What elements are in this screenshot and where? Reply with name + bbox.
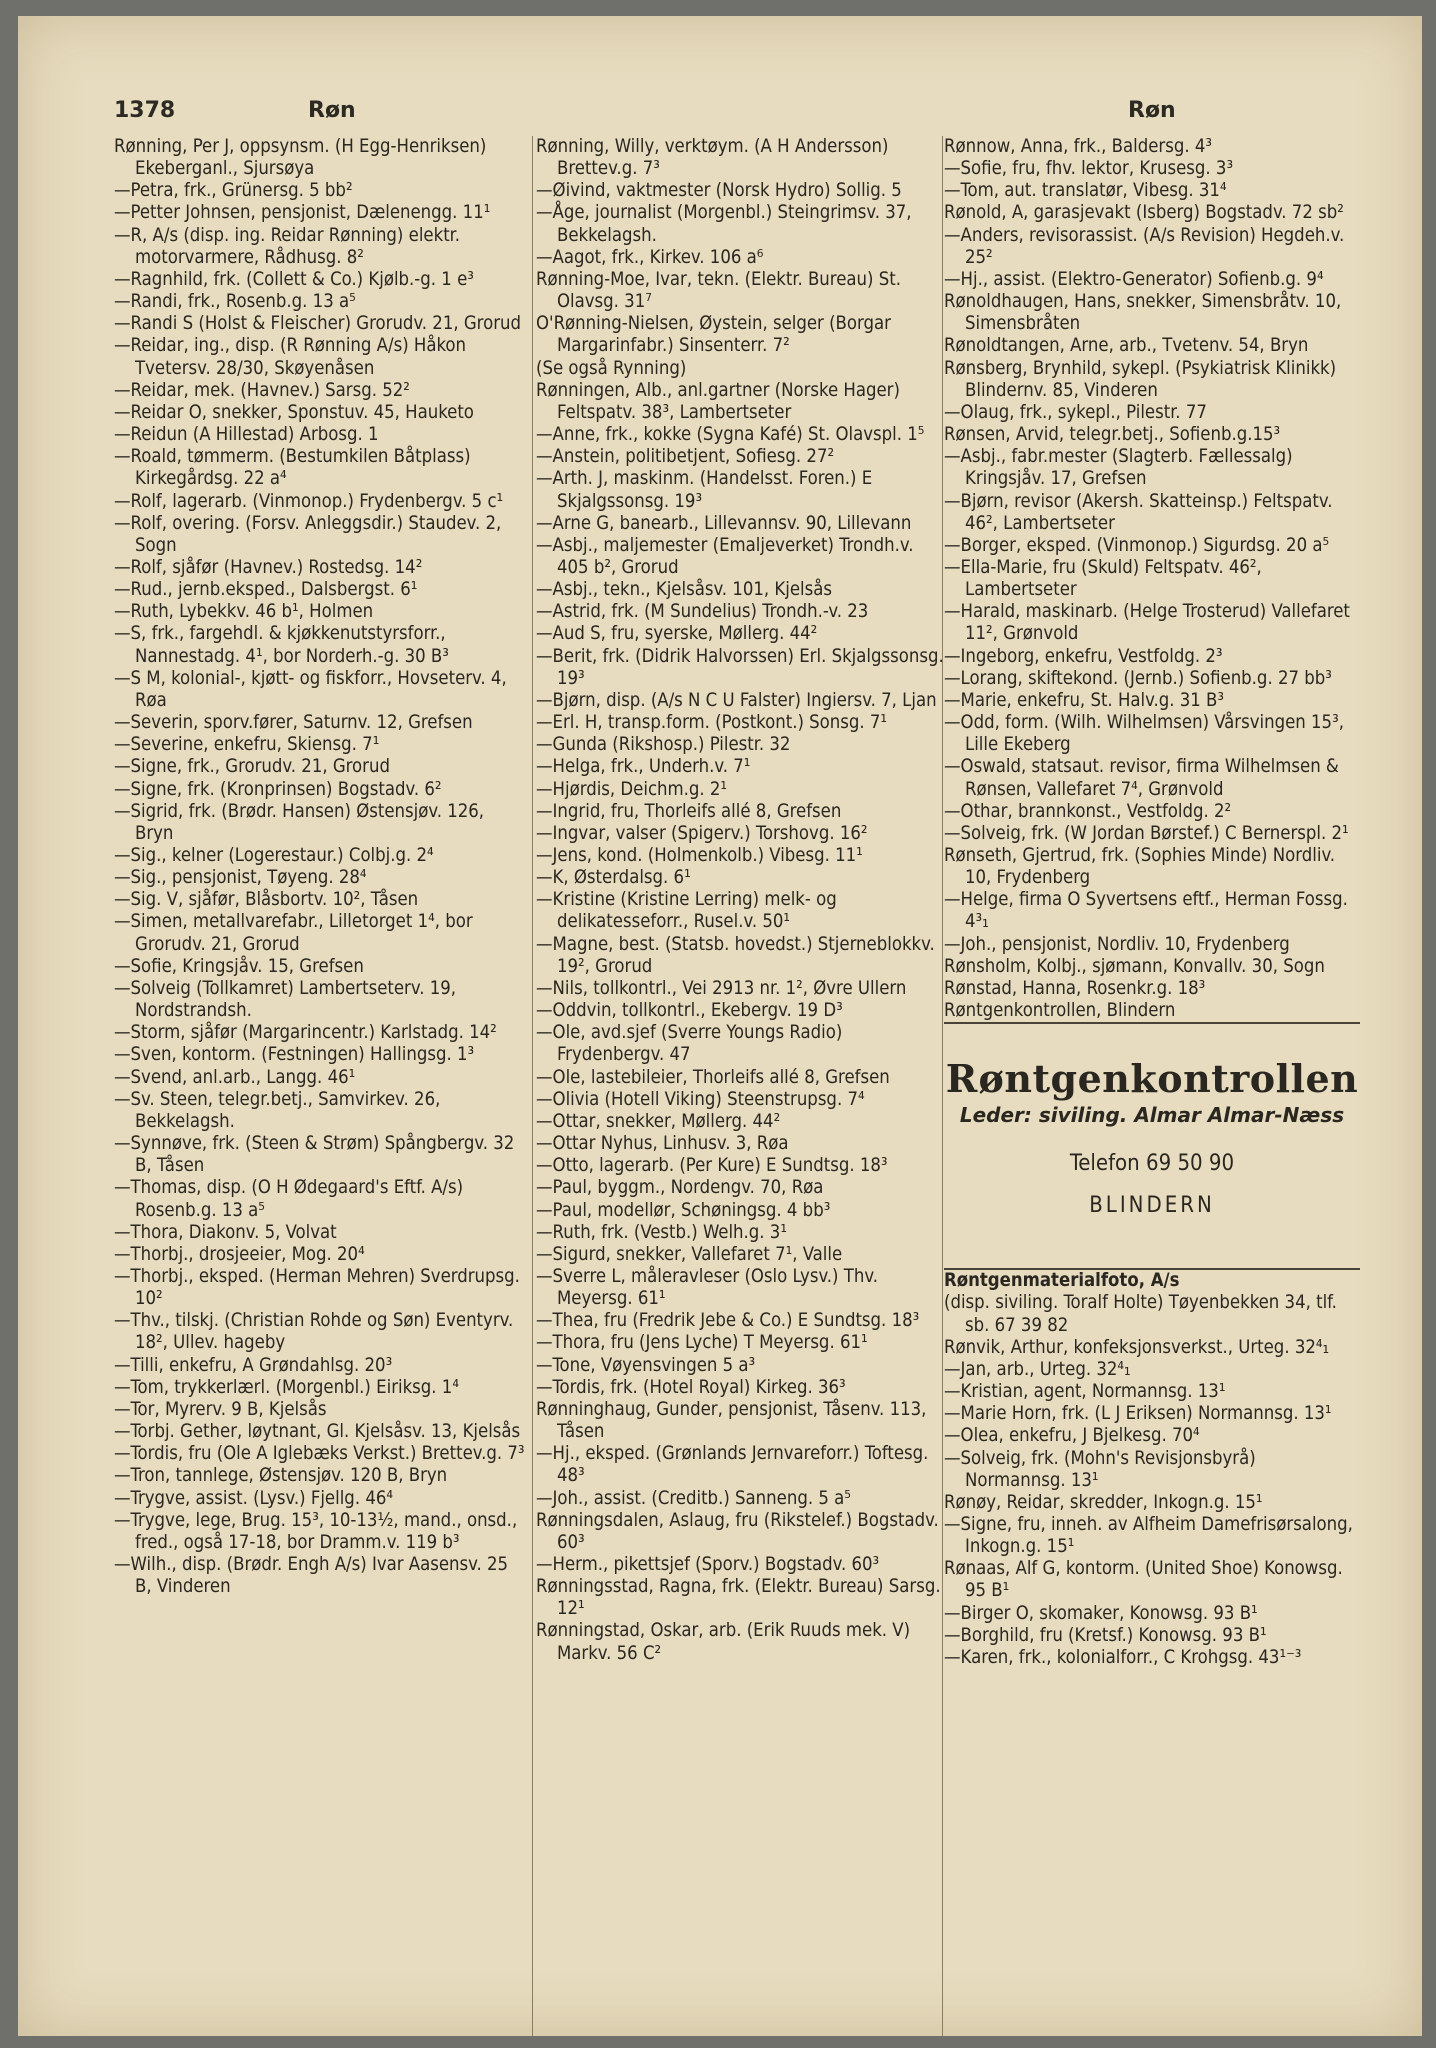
directory-entry: —Paul, modellør, Schøningsg. 4 bb³ <box>536 1199 831 1221</box>
directory-entry: —Signe, fru, inneh. av Alfheim Damefrisørsalong, Inkogn.g. 15¹ <box>944 1513 1353 1558</box>
directory-entry: —Tone, Vøyensvingen 5 a³ <box>536 1354 756 1376</box>
directory-entry: —Sverre L, måleravleser (Oslo Lysv.) Thv. Meyersg. 61¹ <box>536 1265 878 1310</box>
directory-entry: —Solveig (Tollkamret) Lambertseterv. 19, Nordstrandsh. <box>114 977 457 1022</box>
directory-entry: —Oswald, statsaut. revisor, firma Wilhelmsen & Rønsen, Vallefaret 7⁴, Grønvold <box>944 756 1339 800</box>
directory-entry: —Herm., pikettsjef (Sporv.) Bogstadv. 60³ <box>536 1554 880 1575</box>
directory-entry: Rønoldtangen, Arne, arb., Tvetenv. 54, Bryn <box>944 335 1309 357</box>
directory-entry: —Petter Johnsen, pensjonist, Dælenengg. 11¹ <box>114 202 491 224</box>
directory-entry: —Sig. V, sjåfør, Blåsbortv. 10², Tåsen <box>114 889 419 911</box>
directory-entry: Rønvik, Arthur, konfeksjonsverkst., Urteg. 32⁴₁ <box>944 1336 1330 1358</box>
directory-entry: —Helge, firma O Syvertsens eftf., Herman Fossg. 4³₁ <box>944 889 1348 933</box>
directory-entry: —Thomas, disp. (O H Ødegaard's Eftf. A/s) Rosenb.g. 13 a⁵ <box>114 1177 464 1221</box>
advert-title: Røntgenkontrollen <box>945 1056 1359 1102</box>
page-number: 1378 <box>114 98 176 123</box>
directory-entry: —Thea, fru (Fredrik Jebe & Co.) E Sundtsg. 18³ <box>536 1310 920 1332</box>
directory-entry: —Hj., eksped. (Grønlands Jernvareforr.) Toftesg. 48³ <box>536 1443 929 1487</box>
directory-entry: (disp. siviling. Toralf Holte) Tøyenbekken 34, tlf. sb. 67 39 82 <box>944 1292 1337 1336</box>
directory-entry: —Rud., jernb.eksped., Dalsbergst. 6¹ <box>114 579 418 601</box>
directory-entry: Rønstad, Hanna, Rosenkr.g. 18³ <box>944 977 1206 999</box>
directory-entry: —S, frk., fargehdl. & kjøkkenutstyrsforr., Nannestadg. 4¹, bor Norderh.-g. 30 B³ <box>114 623 449 667</box>
directory-entry: —Ingeborg, enkefru, Vestfoldg. 2³ <box>944 645 1223 667</box>
directory-entry: —Severin, sporv.fører, Saturnv. 12, Grefsen <box>114 712 473 734</box>
directory-entry: —Severine, enkefru, Skiensg. 7¹ <box>114 734 380 756</box>
directory-entry: —Ella-Marie, fru (Skuld) Feltspatv. 46², Lambertseter <box>944 556 1262 601</box>
directory-entry: —Borger, eksped. (Vinmonop.) Sigurdsg. 20 a⁵ <box>944 534 1330 556</box>
directory-entry: —Tom, aut. translatør, Vibesg. 31⁴ <box>944 180 1227 202</box>
directory-entry: Rønning-Moe, Ivar, tekn. (Elektr. Bureau) St. Olavsg. 31⁷ <box>536 268 901 313</box>
advert-phone: Telefon 69 50 90 <box>1069 1150 1235 1176</box>
directory-entry: —Randi, frk., Rosenb.g. 13 a⁵ <box>114 291 356 313</box>
column-3 <box>944 136 1360 2036</box>
directory-entry: —Karen, frk., kolonialforr., C Krohgsg. 43¹⁻³ <box>944 1646 1302 1668</box>
directory-entry: —Tron, tannlege, Østensjøv. 120 B, Bryn <box>114 1465 448 1487</box>
column-divider <box>532 136 533 2036</box>
directory-entry: —Arth. J, maskinm. (Handelsst. Foren.) E Skjalgssonsg. 19³ <box>536 468 873 512</box>
directory-entry: —Sv. Steen, telegr.betj., Samvirkev. 26, Bekkelagsh. <box>114 1088 441 1132</box>
directory-entry: Rønningsdalen, Aslaug, fru (Rikstelef.) Bogstadv. 60³ <box>536 1509 939 1553</box>
directory-entry: Rønningsstad, Ragna, frk. (Elektr. Bureau) Sarsg. 12¹ <box>536 1576 941 1620</box>
directory-entry: —Helga, frk., Underh.v. 7¹ <box>536 756 751 778</box>
directory-entry: —Bjørn, disp. (A/s N C U Falster) Ingiersv. 7, Ljan <box>536 689 937 711</box>
directory-entry: —Signe, frk., Grorudv. 21, Grorud <box>114 756 390 778</box>
column-1 <box>114 136 526 2036</box>
directory-entry: —Olea, enkefru, J Bjelkesg. 70⁴ <box>944 1425 1200 1447</box>
directory-entry: —Åge, journalist (Morgenbl.) Steingrimsv. 37, Bekkelagsh. <box>536 202 912 246</box>
directory-entry: —Wilh., disp. (Brødr. Engh A/s) Ivar Aasensv. 25 B, Vinderen <box>114 1554 509 1598</box>
directory-entry: —Ole, lastebileier, Thorleifs allé 8, Grefsen <box>536 1066 890 1088</box>
directory-entry: —Hj., assist. (Elektro-Generator) Sofienb.g. 9⁴ <box>944 268 1324 290</box>
advert-box <box>944 1032 1360 1262</box>
directory-entry: —Tordis, fru (Ole A Iglebæks Verkst.) Brettev.g. 7³ <box>114 1443 525 1465</box>
directory-entry: Rønoldhaugen, Hans, snekker, Simensbråtv. 10, Simensbråten <box>944 291 1342 335</box>
directory-entry: —Asbj., maljemester (Emaljeverket) Trondh.v. 405 b², Grorud <box>536 534 914 578</box>
directory-entry: —Rolf, overing. (Forsv. Anleggsdir.) Staudev. 2, Sogn <box>114 512 502 556</box>
advert-place: BLINDERN <box>1089 1192 1215 1218</box>
directory-entry: —Arne G, banearb., Lillevannsv. 90, Lillevann <box>536 512 912 534</box>
directory-entry: Rønøy, Reidar, skredder, Inkogn.g. 15¹ <box>944 1491 1263 1513</box>
directory-entry: —Ingrid, fru, Thorleifs allé 8, Grefsen <box>536 800 842 822</box>
directory-entry: —Storm, sjåfør (Margarincentr.) Karlstadg. 14² <box>114 1022 497 1044</box>
directory-entry: —Borghild, fru (Kretsf.) Konowsg. 93 B¹ <box>944 1624 1267 1646</box>
directory-entry: —Joh., pensjonist, Nordliv. 10, Frydenberg <box>944 933 1290 955</box>
directory-entry: —Trygve, lege, Brug. 15³, 10-13½, mand., onsd., fred., også 17-18, bor Dramm.v. 119 b³ <box>114 1509 518 1553</box>
directory-entry: —Erl. H, transp.form. (Postkont.) Sonsg. 7¹ <box>536 712 888 734</box>
advert-leader: Leder: siviling. Almar Almar-Næss <box>959 1103 1345 1128</box>
directory-entry: —Reidar O, snekker, Sponstuv. 45, Hauketo <box>114 401 474 423</box>
directory-entry: —Paul, byggm., Nordengv. 70, Røa <box>536 1177 824 1199</box>
directory-entry: —Sig., pensjonist, Tøyeng. 28⁴ <box>114 867 367 889</box>
directory-entry: —Odd, form. (Wilh. Wilhelmsen) Vårsvingen 15³, Lille Ekeberg <box>944 712 1344 756</box>
directory-entry: Rønnow, Anna, frk., Baldersg. 4³ <box>944 136 1213 157</box>
directory-entry: —Solveig, frk. (Mohn's Revisjonsbyrå) Normannsg. 13¹ <box>944 1447 1256 1491</box>
directory-entry: —Asbj., tekn., Kjelsåsv. 101, Kjelsås <box>536 579 833 601</box>
directory-entry: —Marie, enkefru, St. Halv.g. 31 B³ <box>944 689 1225 711</box>
directory-entry: —Thv., tilskj. (Christian Rohde og Søn) Eventyrv. 18², Ullev. hageby <box>114 1310 514 1354</box>
directory-entry: —Sofie, Kringsjåv. 15, Grefsen <box>114 955 364 977</box>
directory-entry: —Roald, tømmerm. (Bestumkilen Båtplass) Kirkegårdsg. 22 a⁴ <box>114 446 471 490</box>
directory-entry: —Ruth, frk. (Vestb.) Welh.g. 3¹ <box>536 1221 787 1243</box>
directory-entry: —Synnøve, frk. (Steen & Strøm) Spångbergv. 32 B, Tåsen <box>114 1133 515 1177</box>
directory-entry: —Sig., kelner (Logerestaur.) Colbj.g. 2⁴ <box>114 845 434 866</box>
directory-entry: —Thora, Diakonv. 5, Volvat <box>114 1221 337 1243</box>
directory-entry: —Berit, frk. (Didrik Halvorssen) Erl. Skjalgssonsg. 19³ <box>536 645 944 689</box>
directory-entry: —Magne, best. (Statsb. hovedst.) Stjerneblokkv. 19², Grorud <box>536 933 935 977</box>
directory-entry: —Ole, avd.sjef (Sverre Youngs Radio) Frydenbergv. 47 <box>536 1022 843 1066</box>
directory-entry: —Gunda (Rikshosp.) Pilestr. 32 <box>536 734 791 756</box>
directory-entry: —Nils, tollkontrl., Vei 2913 nr. 1², Øvre Ullern <box>536 977 907 999</box>
directory-entry: —Asbj., fabr.mester (Slagterb. Fællessalg) Kringsjåv. 17, Grefsen <box>944 446 1293 490</box>
directory-entry: —Torbj. Gether, løytnant, Gl. Kjelsåsv. 13, Kjelsås <box>114 1421 521 1443</box>
directory-entry: —Bjørn, revisor (Akersh. Skatteinsp.) Feltspatv. 46², Lambertseter <box>944 490 1333 534</box>
directory-entry: —Reidar, mek. (Havnev.) Sarsg. 52² <box>114 379 410 401</box>
directory-entry: —Tom, trykkerlærl. (Morgenbl.) Eiriksg. 1⁴ <box>114 1376 459 1398</box>
directory-entry: —Olaug, frk., sykepl., Pilestr. 77 <box>944 401 1207 423</box>
directory-entry: —Simen, metallvarefabr., Lilletorget 1⁴, bor Grorudv. 21, Grorud <box>114 911 473 955</box>
directory-entry: —Petra, frk., Grünersg. 5 bb² <box>114 180 353 202</box>
directory-entry: —Kristine (Kristine Lerring) melk- og delikatesseforr., Rusel.v. 50¹ <box>536 889 837 933</box>
directory-entry: —Jens, kond. (Holmenkolb.) Vibesg. 11¹ <box>536 845 863 866</box>
directory-entry: —Anstein, politibetjent, Sofiesg. 27² <box>536 446 835 468</box>
directory-entry: —S M, kolonial-, kjøtt- og fiskforr., Hovseterv. 4, Røa <box>114 667 507 711</box>
directory-entry: —Signe, frk. (Kronprinsen) Bogstadv. 6² <box>114 778 442 800</box>
column-3-entries-bottom <box>944 1292 1360 1669</box>
directory-entry: —Randi S (Holst & Fleischer) Grorudv. 21, Grorud <box>114 313 521 335</box>
directory-entry: —Rolf, lagerarb. (Vinmonop.) Frydenbergv. 5 c¹ <box>114 490 504 512</box>
directory-entry: —K, Østerdalsg. 6¹ <box>536 867 691 889</box>
directory-entry: —Thorbj., eksped. (Herman Mehren) Sverdrupsg. 10² <box>114 1265 520 1310</box>
directory-entry: Røntgenkontrollen, Blindern <box>944 1000 1176 1022</box>
directory-entry: —Anne, frk., kokke (Sygna Kafé) St. Olavspl. 1⁵ <box>536 424 925 446</box>
directory-entry: —Ottar Nyhus, Linhusv. 3, Røa <box>536 1133 789 1155</box>
column-3-entries-top <box>944 136 1360 1022</box>
directory-entry: —Tordis, frk. (Hotel Royal) Kirkeg. 36³ <box>536 1376 846 1398</box>
directory-entry: —Sofie, fru, fhv. lektor, Krusesg. 3³ <box>944 158 1234 180</box>
directory-entry: Rønsholm, Kolbj., sjømann, Konvallv. 30, Sogn <box>944 955 1325 977</box>
directory-entry: —Tilli, enkefru, A Grøndahlsg. 20³ <box>114 1354 393 1376</box>
right-running-title: Røn <box>1128 98 1176 123</box>
directory-entry: —Svend, anl.arb., Langg. 46¹ <box>114 1066 356 1088</box>
directory-entry: —Birger O, skomaker, Konowsg. 93 B¹ <box>944 1602 1258 1624</box>
directory-entry: —Ottar, snekker, Møllerg. 44² <box>536 1110 781 1132</box>
directory-entry: Rønning, Willy, verktøym. (A H Andersson) Brettev.g. 7³ <box>536 136 889 180</box>
directory-entry: —Reidun (A Hillestad) Arbosg. 1 <box>114 424 379 446</box>
left-running-title: Røn <box>308 98 356 123</box>
directory-entry: —Thorbj., drosjeeier, Mog. 20⁴ <box>114 1243 365 1265</box>
directory-entry: —Sigurd, snekker, Vallefaret 7¹, Valle <box>536 1243 843 1265</box>
directory-entry: —Otto, lagerarb. (Per Kure) E Sundtsg. 18³ <box>536 1155 888 1177</box>
directory-entry: Rønseth, Gjertrud, frk. (Sophies Minde) Nordliv. 10, Frydenberg <box>944 845 1336 889</box>
directory-entry: —Lorang, skiftekond. (Jernb.) Sofienb.g. 27 bb³ <box>944 667 1332 689</box>
directory-entry: —Sigrid, frk. (Brødr. Hansen) Østensjøv. 126, Bryn <box>114 800 485 844</box>
directory-entry: —Aagot, frk., Kirkev. 106 a⁶ <box>536 246 764 268</box>
directory-entry: —Olivia (Hotell Viking) Steenstrupsg. 7⁴ <box>536 1088 865 1110</box>
directory-entry: —Rolf, sjåfør (Havnev.) Rostedsg. 14² <box>114 556 423 578</box>
directory-entry: Rønningen, Alb., anl.gartner (Norske Hager) Feltspatv. 38³, Lambertseter <box>536 379 900 423</box>
directory-entry: —Sven, kontorm. (Festningen) Hallingsg. 1³ <box>114 1044 475 1066</box>
directory-entry: —Ragnhild, frk. (Collett & Co.) Kjølb.-g. 1 e³ <box>114 268 474 290</box>
directory-entry: —Solveig, frk. (W Jordan Børstef.) C Bernerspl. 2¹ <box>944 822 1349 844</box>
directory-entry: Rønold, A, garasjevakt (Isberg) Bogstadv. 72 sb² <box>944 202 1344 224</box>
directory-entry-bold: Røntgenmaterialfoto, A/s <box>944 1270 1180 1292</box>
directory-entry: —Ingvar, valser (Spigerv.) Torshovg. 16² <box>536 822 868 844</box>
directory-entry: —Kristian, agent, Normannsg. 13¹ <box>944 1381 1226 1403</box>
directory-entry: —Anders, revisorassist. (A/s Revision) Hegdeh.v. 25² <box>944 224 1345 268</box>
directory-entry: —Othar, brannkonst., Vestfoldg. 2² <box>944 800 1232 822</box>
directory-entry: —Marie Horn, frk. (L J Eriksen) Normannsg. 13¹ <box>944 1403 1332 1425</box>
directory-entry: —Jan, arb., Urteg. 32⁴₁ <box>944 1358 1131 1380</box>
directory-entry: —Oddvin, tollkontrl., Ekebergv. 19 D³ <box>536 1000 843 1022</box>
directory-entry: Rønninghaug, Gunder, pensjonist, Tåsenv. 113, Tåsen <box>536 1398 927 1443</box>
directory-entry: —Harald, maskinarb. (Helge Trosterud) Vallefaret 11², Grønvold <box>944 601 1350 645</box>
directory-entry: —Ruth, Lybekkv. 46 b¹, Holmen <box>114 601 374 623</box>
directory-entry: —Thora, fru (Jens Lyche) T Meyersg. 61¹ <box>536 1332 868 1354</box>
directory-entry: —Reidar, ing., disp. (R Rønning A/s) Håkon Tvetersv. 28/30, Skøyenåsen <box>114 335 467 379</box>
directory-entry: Rønning, Per J, oppsynsm. (H Egg-Henriksen) Ekeberganl., Sjursøya <box>114 136 487 180</box>
directory-entry: —Tor, Myrerv. 9 B, Kjelsås <box>114 1398 327 1420</box>
directory-entry: —R, A/s (disp. ing. Reidar Rønning) elektr. motorvarmere, Rådhusg. 8² <box>114 224 461 268</box>
directory-entry: —Astrid, frk. (M Sundelius) Trondh.-v. 23 <box>536 601 869 623</box>
directory-entry: Rønningstad, Oskar, arb. (Erik Ruuds mek. V) Markv. 56 C² <box>536 1620 911 1664</box>
directory-entry: —Joh., assist. (Creditb.) Sanneng. 5 a⁵ <box>536 1487 851 1509</box>
directory-entry: (Se også Rynning) <box>536 357 687 379</box>
directory-entry: —Øivind, vaktmester (Norsk Hydro) Sollig. 5 <box>536 180 902 202</box>
directory-entry: Rønsberg, Brynhild, sykepl. (Psykiatrisk Klinikk) Blindernv. 85, Vinderen <box>944 357 1337 401</box>
directory-entry: Rønsen, Arvid, telegr.betj., Sofienb.g.15³ <box>944 424 1281 446</box>
directory-page <box>18 16 1422 2036</box>
column-2 <box>536 136 944 2036</box>
advert-rule-top <box>944 1022 1360 1024</box>
page-header <box>18 86 1422 122</box>
directory-entry: —Trygve, assist. (Lysv.) Fjellg. 46⁴ <box>114 1487 393 1509</box>
directory-entry: —Hjørdis, Deichm.g. 2¹ <box>536 778 728 800</box>
directory-entry: —Aud S, fru, syerske, Møllerg. 44² <box>536 623 818 645</box>
directory-entry: O'Rønning-Nielsen, Øystein, selger (Borgar Margarinfabr.) Sinsenterr. 7² <box>536 313 891 357</box>
directory-entry: Rønaas, Alf G, kontorm. (United Shoe) Konowsg. 95 B¹ <box>944 1558 1343 1602</box>
